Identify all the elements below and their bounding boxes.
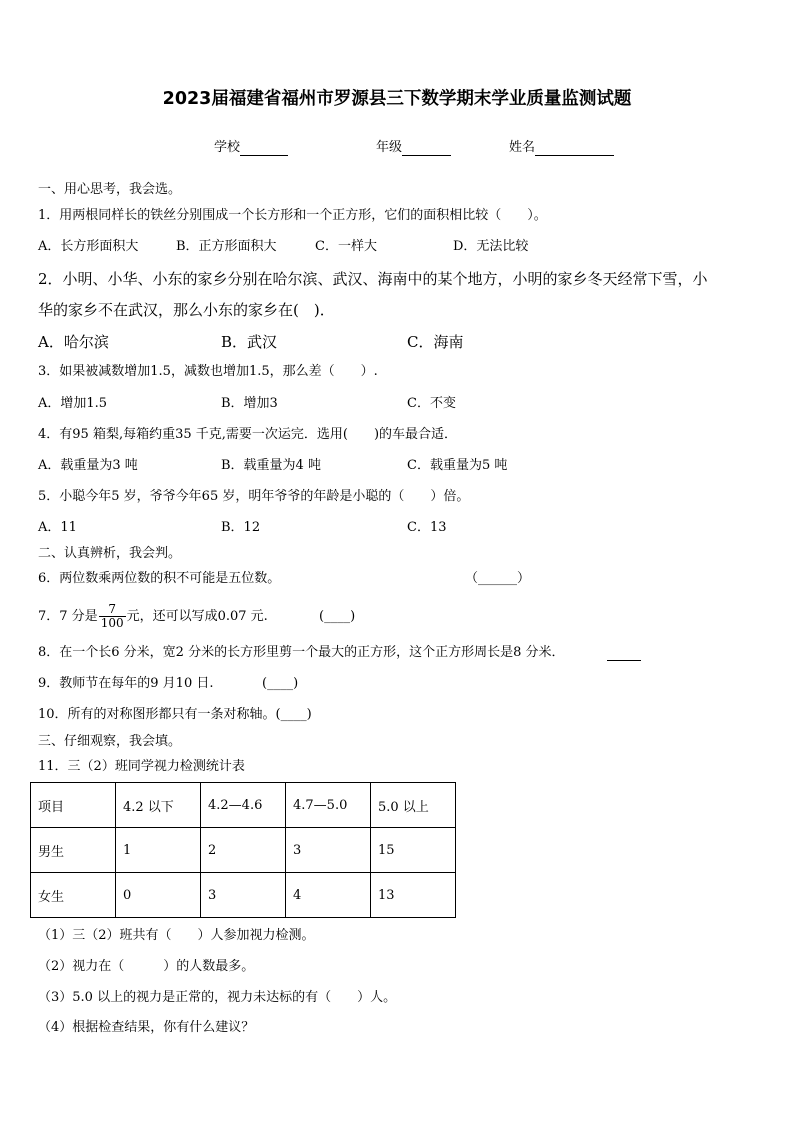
table-header-cell: 4.2—4.6 — [201, 783, 286, 828]
question-3-stem: 3．如果被减数增加1.5，减数也增加1.5，那么差（ ）. — [38, 364, 378, 379]
question-3-option-b[interactable]: B．增加3 — [221, 396, 278, 411]
question-3-option-a[interactable]: A．增加1.5 — [38, 396, 108, 411]
question-9-answer-bracket[interactable]: (____) — [262, 676, 299, 691]
table-header-row — [31, 783, 456, 828]
section-heading-3: 三、仔细观察，我会填。 — [38, 734, 182, 749]
question-8-stem: 8．在一个长6 分米，宽2 分米的长方形里剪一个最大的正方形，这个正方形周长是8 分米． — [38, 645, 565, 660]
question-2-stem-line2: 华的家乡不在武汉，那么小东的家乡在( )． — [38, 301, 335, 319]
question-7-prefix: 7．7 分是 — [38, 609, 98, 624]
table-header-cell: 4.7—5.0 — [286, 783, 371, 828]
question-11-sub-1: （1）三（2）班共有（ ）人参加视力检测。 — [38, 928, 315, 943]
question-7-answer-bracket[interactable]: (____) — [319, 609, 356, 624]
question-2-option-b[interactable]: B．武汉 — [221, 333, 278, 351]
question-3-option-c[interactable]: C．不变 — [407, 396, 456, 411]
question-8-answer-blank[interactable] — [607, 645, 641, 661]
question-11-sub-3: （3）5.0 以上的视力是正常的，视力未达标的有（ ）人。 — [38, 990, 397, 1005]
question-4-option-a[interactable]: A．载重量为3 吨 — [38, 458, 138, 473]
vision-statistics-table — [30, 782, 456, 918]
question-11-caption: 11．三（2）班同学视力检测统计表 — [38, 759, 245, 774]
table-cell: 2 — [201, 828, 286, 873]
question-5-option-b[interactable]: B．12 — [221, 520, 261, 535]
name-label: 姓名 — [509, 140, 536, 155]
section-heading-1: 一、用心思考，我会选。 — [38, 182, 182, 197]
question-2-stem-line1: 2．小明、小华、小东的家乡分别在哈尔滨、武汉、海南中的某个地方，小明的家乡冬天经常下雪，小 — [38, 270, 708, 288]
table-cell: 0 — [116, 873, 201, 918]
question-1-option-c[interactable]: C．一样大 — [315, 239, 377, 254]
question-4-option-c[interactable]: C．载重量为5 吨 — [407, 458, 508, 473]
table-header-cell: 5.0 以上 — [371, 783, 456, 828]
question-7-suffix: 元，还可以写成0.07 元. — [126, 609, 268, 624]
fraction-denominator: 100 — [100, 616, 124, 630]
name-blank[interactable] — [535, 141, 614, 156]
question-6-answer-bracket[interactable]: （______） — [465, 571, 531, 586]
table-cell: 男生 — [31, 828, 116, 873]
grade-label: 年级 — [376, 140, 403, 155]
question-1-option-d[interactable]: D．无法比较 — [453, 239, 529, 254]
name-field[interactable] — [509, 140, 614, 156]
section-heading-2: 二、认真辨析，我会判。 — [38, 546, 182, 561]
question-6-stem: 6．两位数乘两位数的积不可能是五位数。 — [38, 571, 281, 586]
table-header-cell: 4.2 以下 — [116, 783, 201, 828]
question-1-option-a[interactable]: A．长方形面积大 — [38, 239, 139, 254]
question-11-sub-2: （2）视力在（ ）的人数最多。 — [38, 959, 255, 974]
question-7-stem — [38, 601, 268, 633]
question-9-stem: 9．教师节在每年的9 月10 日. — [38, 676, 214, 691]
question-5-option-c[interactable]: C．13 — [407, 520, 447, 535]
table-cell: 13 — [371, 873, 456, 918]
table-row — [31, 873, 456, 918]
table-cell: 4 — [286, 873, 371, 918]
question-5-stem: 5．小聪今年5 岁，爷爷今年65 岁，明年爷爷的年龄是小聪的（ ）倍。 — [38, 489, 470, 504]
table-cell: 15 — [371, 828, 456, 873]
question-1-stem: 1．用两根同样长的铁丝分别围成一个长方形和一个正方形，它们的面积相比较（ ）。 — [38, 208, 547, 223]
school-blank[interactable] — [240, 141, 288, 156]
question-10-stem: 10．所有的对称图形都只有一条对称轴。(____) — [38, 707, 312, 722]
grade-field[interactable] — [376, 140, 451, 156]
question-1-option-b[interactable]: B．正方形面积大 — [176, 239, 277, 254]
fraction-7-over-100 — [99, 603, 126, 630]
table-cell: 女生 — [31, 873, 116, 918]
grade-blank[interactable] — [402, 141, 451, 156]
question-11-sub-4: （4）根据检查结果，你有什么建议？ — [38, 1020, 255, 1035]
table-cell: 1 — [116, 828, 201, 873]
school-field[interactable] — [214, 140, 288, 156]
question-5-option-a[interactable]: A．11 — [38, 520, 77, 535]
question-2-option-a[interactable]: A．哈尔滨 — [38, 333, 109, 351]
table-row — [31, 828, 456, 873]
school-label: 学校 — [214, 140, 241, 155]
question-2-option-c[interactable]: C．海南 — [407, 333, 464, 351]
question-4-option-b[interactable]: B．载重量为4 吨 — [221, 458, 321, 473]
question-4-stem: 4．有95 箱梨,每箱约重35 千克,需要一次运完．选用( )的车最合适． — [38, 427, 458, 442]
table-cell: 3 — [286, 828, 371, 873]
fraction-numerator: 7 — [108, 602, 116, 616]
table-cell: 3 — [201, 873, 286, 918]
table-header-cell: 项目 — [31, 783, 116, 828]
page-title: 2023届福建省福州市罗源县三下数学期末学业质量监测试题 — [162, 89, 632, 109]
